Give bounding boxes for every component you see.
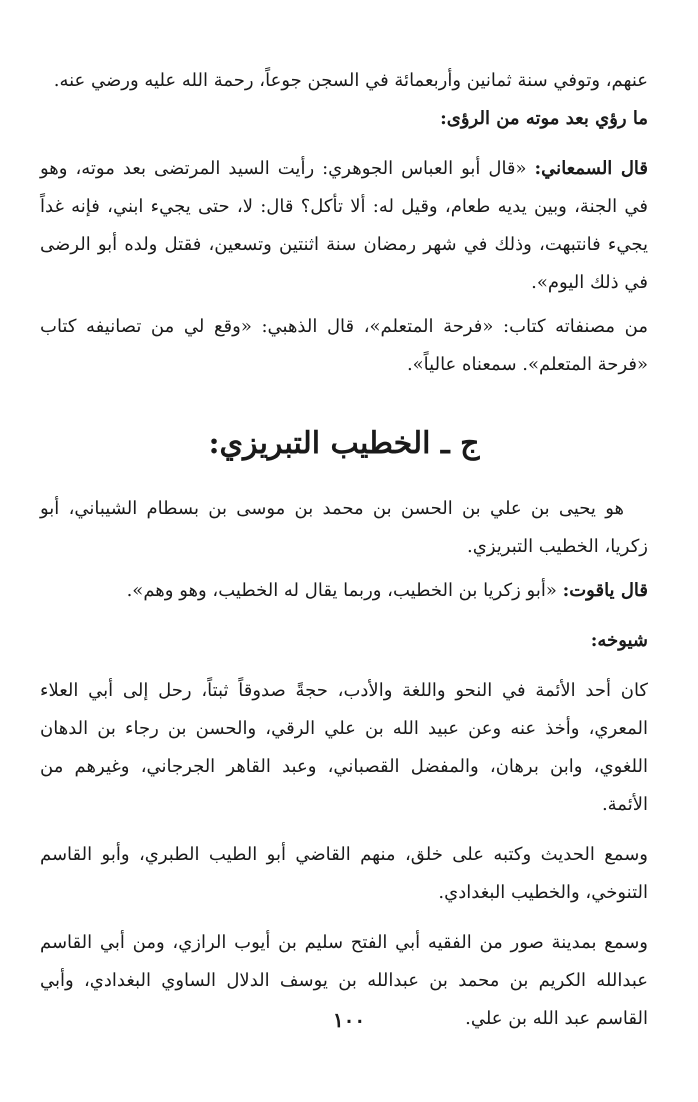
paragraph-samani [40, 150, 648, 302]
ruya-heading: ما رؤي بعد موته من الرؤى: [440, 108, 648, 129]
paragraph-sur: وسمع بمدينة صور من الفقيه أبي الفتح سليم بن أيوب الرازي، ومن أبي القاسم عبدالله الكريم بن محمد بن عبدالله بن يوسف الدلال الساوي البغدادي، وأبي القاسم عبد الله بن علي. [40, 932, 648, 1029]
section-title: ج ـ الخطيب التبريزي: [208, 426, 480, 461]
page-body [40, 62, 648, 1038]
samani-label: قال السمعاني: [534, 158, 648, 179]
paragraph-yaqut [40, 572, 648, 610]
paragraph-hadith: وسمع الحديث وكتبه على خلق، منهم القاضي أبو الطيب الطبري، وأبو القاسم التنوخي، والخطيب البغدادي. [40, 844, 648, 903]
paragraph-continuation: عنهم، وتوفي سنة ثمانين وأربعمائة في السجن جوعاً، رحمة الله عليه ورضي عنه. [53, 70, 648, 91]
paragraph-biography: هو يحيى بن علي بن الحسن بن محمد بن موسى بن بسطام الشيباني، أبو زكريا، الخطيب التبريزي. [40, 498, 648, 557]
paragraph-teachers: كان أحد الأئمة في النحو واللغة والأدب، حجةً صدوقاً ثبتاً، رحل إلى أبي العلاء المعري، وأخذ عنه وعن عبيد الله بن علي الرقي، والحسن بن رجاء بن الدهان اللغوي، وابن برهان، والمفضل القصباني، وعبد القاهر الجرجاني، وغيرهم من الأئمة. [40, 680, 648, 815]
yaqut-label: قال ياقوت: [562, 580, 648, 601]
page-number: ١٠٠ [332, 1008, 366, 1032]
paragraph-works: من مصنفاته كتاب: «فرحة المتعلم»، قال الذهبي: «وقع لي من تصانيفه كتاب «فرحة المتعلم». سمعناه عالياً». [40, 316, 648, 375]
yaqut-quote: «أبو زكريا بن الخطيب، وربما يقال له الخطيب، وهو وهم». [126, 580, 563, 601]
shuyukh-heading: شيوخه: [590, 630, 648, 651]
samani-quote: «قال أبو العباس الجوهري: رأيت السيد المرتضى بعد موته، وهو في الجنة، وبين يديه طعام، وقيل له: ألا تأكل؟ قال: لا، حتى يجيء ابني، فإنه غداً يجيء فانتبهت، وذلك في شهر رمضان سنة اثنتين وتسعين، فقتل ولده أبو الرضى في ذلك اليوم». [40, 158, 648, 293]
